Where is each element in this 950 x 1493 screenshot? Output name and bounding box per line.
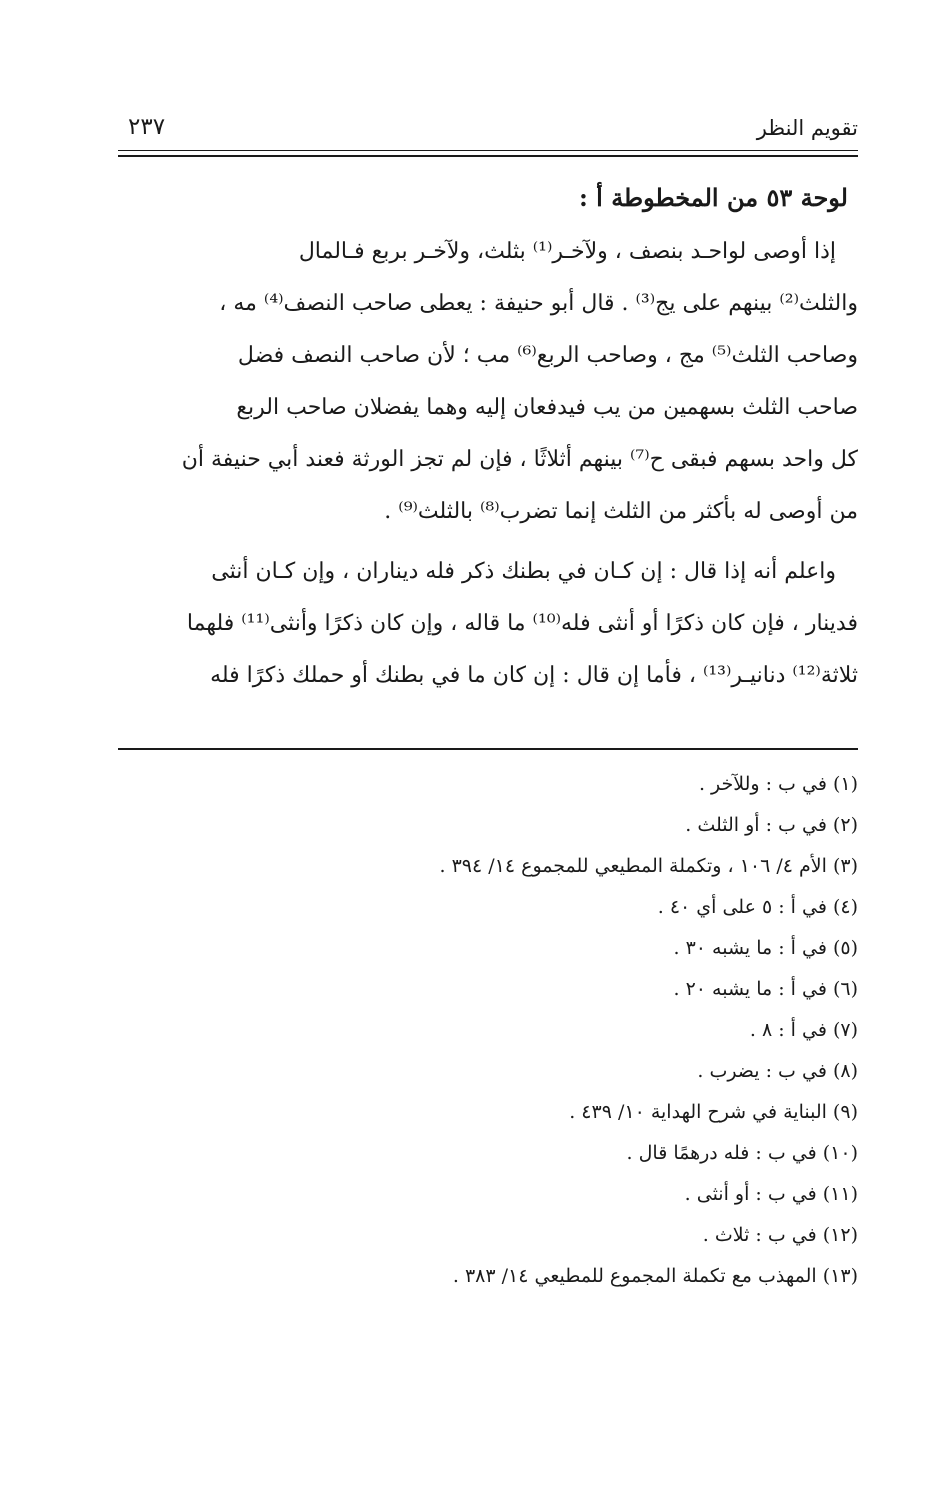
text-line: إذا أوصى لواحـد بنصف ، ولآخـر⁽¹⁾ بثلث، ولآخـر بربع فـالمال	[298, 239, 836, 264]
text-line: صاحب الثلث بسهمين من يب فيدفعان إليه وهما يفضلان صاحب الربع	[236, 395, 858, 420]
footnote: (١٠) في ب : فله درهمًا قال .	[626, 1142, 858, 1164]
footnote-separator	[118, 748, 858, 750]
page-number: ٢٣٧	[128, 114, 166, 140]
footnote: (٤) في أ : ٥ على أي ٤٠ .	[657, 896, 858, 918]
header-rule-thin	[118, 150, 858, 151]
paragraph-2	[118, 546, 858, 702]
text-line: فدينار ، فإن كان ذكرًا أو أنثى فله⁽¹⁰⁾ ما قاله ، وإن كان ذكرًا وأنثى⁽¹¹⁾ فلهما	[186, 611, 858, 636]
footnote: (٨) في ب : يضرب .	[697, 1060, 858, 1082]
footnote: (٢) في ب : أو الثلث .	[685, 814, 858, 836]
main-text	[118, 176, 858, 710]
footnote: (١٣) المهذب مع تكملة المجموع للمطيعي ١٤/ ٣٨٣ .	[452, 1265, 858, 1287]
text-line: ثلاثة⁽¹²⁾ دنانيـر⁽¹³⁾ ، فأما إن قال : إن كان ما في بطنك أو حملك ذكرًا فله	[210, 663, 858, 688]
text-line: وصاحب الثلث⁽⁵⁾ مج ، وصاحب الربع⁽⁶⁾ مب ؛ لأن صاحب النصف فضل	[237, 343, 858, 368]
footnotes	[118, 764, 858, 1297]
header-rule-thick	[118, 155, 858, 157]
footnote: (١) في ب : وللآخر .	[698, 773, 858, 795]
footnote: (٣) الأم ٤/ ١٠٦ ، وتكملة المطيعي للمجموع ١٤/ ٣٩٤ .	[439, 855, 858, 877]
footnote: (١١) في ب : أو أنثى .	[684, 1183, 858, 1205]
text-line: والثلث⁽²⁾ بينهم على يج⁽³⁾ . قال أبو حنيفة : يعطى صاحب النصف⁽⁴⁾ مه ،	[219, 291, 858, 316]
page-header	[118, 108, 858, 148]
text-line: كل واحد بسهم فبقى ح⁽⁷⁾ بينهم أثلاثًا ، فإن لم تجز الورثة فعند أبي حنيفة أن	[181, 447, 858, 472]
text-line: واعلم أنه إذا قال : إن كـان في بطنك ذكر فله ديناران ، وإن كـان أنثى	[211, 559, 836, 584]
text-line: من أوصى له بأكثر من الثلث إنما تضرب⁽⁸⁾ بالثلث⁽⁹⁾ .	[384, 499, 858, 524]
footnote: (٧) في أ : ٨ .	[749, 1019, 858, 1041]
footnote: (٩) البناية في شرح الهداية ١٠/ ٤٣٩ .	[569, 1101, 858, 1123]
paragraph-1	[118, 226, 858, 538]
footnote: (٦) في أ : ما يشبه ٢٠ .	[673, 978, 858, 1000]
running-title: تقويم النظر	[756, 116, 858, 140]
section-heading: لوحة ٥٣ من المخطوطة أ :	[578, 183, 848, 212]
footnote: (١٢) في ب : ثلاث .	[702, 1224, 858, 1246]
footnote: (٥) في أ : ما يشبه ٣٠ .	[673, 937, 858, 959]
